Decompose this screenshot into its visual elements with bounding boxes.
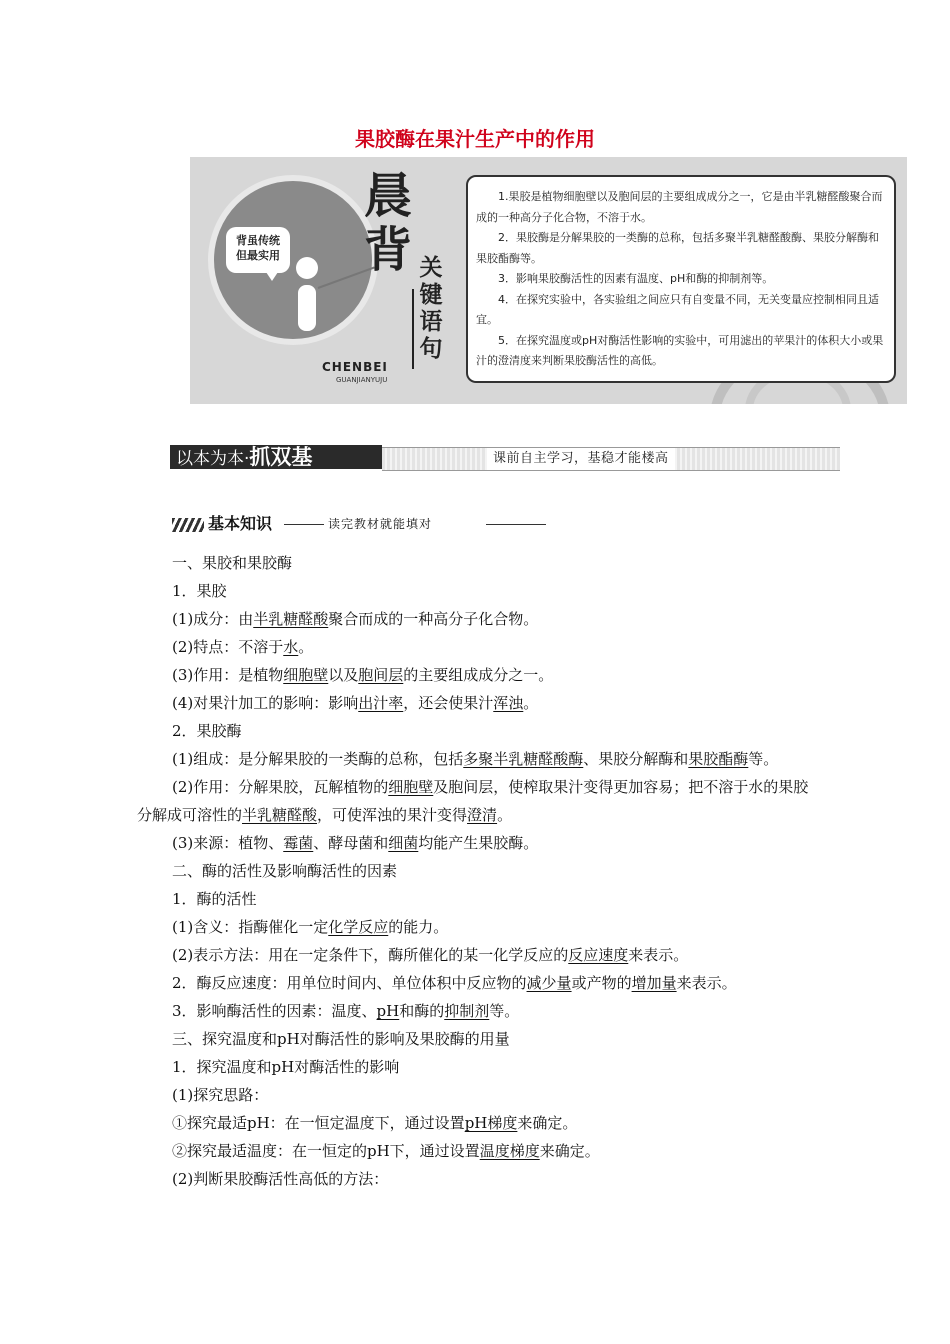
content-line <box>137 829 817 857</box>
key-sentences-banner <box>190 157 907 404</box>
section-header-title <box>176 445 312 471</box>
basic-knowledge-title: 基本知识 <box>208 514 273 533</box>
key-sentence: 1.果胶是植物细胞壁以及胞间层的主要组成成分之一，它是由半乳糖醛酸聚合而成的一种高分子化合物，不溶于水。 <box>476 190 883 224</box>
speech-bubble <box>226 227 290 273</box>
content-text: (2)判断果胶酶活性高低的方法： <box>172 1170 389 1188</box>
fill-in-answer: 温度梯度 <box>479 1142 540 1160</box>
content-text: (4)对果汁加工的影响：影响 <box>172 694 359 712</box>
big-char-chen: 晨 <box>364 168 413 224</box>
section-header-bar <box>170 443 840 471</box>
content-text: 。 <box>497 806 513 824</box>
content-text: 。 <box>298 638 314 656</box>
fill-in-answer: 出汁率 <box>358 694 404 712</box>
section-title-a: 以本为本· <box>176 449 250 469</box>
basic-knowledge-subtitle: 读完教材就能填对 <box>328 517 433 531</box>
content-text: 三、探究温度和pH对酶活性的影响及果胶酶的用量 <box>172 1030 510 1048</box>
content-text: 二、酶的活性及影响酶活性的因素 <box>172 862 398 880</box>
content-text: 1．探究温度和pH对酶活性的影响 <box>172 1058 400 1076</box>
content-line <box>137 633 817 661</box>
content-line <box>137 661 817 689</box>
section-title-b: 抓双基 <box>249 445 313 469</box>
content-text: 聚合而成的一种高分子化合物。 <box>328 610 539 628</box>
content-text: ，还会使果汁 <box>403 694 494 712</box>
person-body-icon <box>298 285 316 331</box>
content-line <box>137 857 817 885</box>
fill-in-answer: 增加量 <box>631 974 677 992</box>
content-text: 以及 <box>328 666 359 684</box>
content-line <box>137 1109 817 1137</box>
vertical-divider <box>412 289 414 369</box>
section-header-slogan: 课前自主学习，基稳才能楼高 <box>487 448 675 470</box>
heading-rule <box>486 524 546 525</box>
content-line <box>137 1025 817 1053</box>
content-text: 均能产生果胶酶。 <box>418 834 539 852</box>
content-text: 等。 <box>489 1002 520 1020</box>
key-sentence: 2．果胶酶是分解果胶的一类酶的总称，包括多聚半乳糖醛酸酶、果胶分解酶和果胶酯酶等。 <box>476 231 879 265</box>
content-text: (2)表示方法：用在一定条件下，酶所催化的某一化学反应的 <box>172 946 569 964</box>
content-text: (1)成分：由 <box>172 610 254 628</box>
content-text: 来确定。 <box>517 1114 578 1132</box>
fill-in-answer: 霉菌 <box>283 834 314 852</box>
content-line <box>137 773 817 829</box>
vertical-char: 语 <box>419 309 443 335</box>
fill-in-answer: 细胞壁 <box>388 778 434 796</box>
content-line <box>137 717 817 745</box>
fill-in-answer: 细菌 <box>388 834 419 852</box>
section-header-dark <box>170 445 382 469</box>
key-sentences-box <box>466 175 896 383</box>
content-line <box>137 605 817 633</box>
bubble-line-1: 背虽传统 <box>236 234 280 247</box>
content-text: (2)作用：分解果胶，瓦解植物的 <box>172 778 389 796</box>
vertical-char: 句 <box>419 336 443 362</box>
content-text: 及胞间层，使榨取果汁变得更加容易；把不溶于水的果胶分解成可溶性的 <box>137 778 809 824</box>
content-line <box>137 969 817 997</box>
fill-in-answer: 多聚半乳糖醛酸酶 <box>463 750 584 768</box>
big-char-bei: 背 <box>364 222 413 278</box>
content-text: 、酵母菌和 <box>313 834 389 852</box>
person-head-icon <box>296 257 318 279</box>
key-sentence: 5．在探究温度或pH对酶活性影响的实验中，可用滤出的苹果汁的体积大小或果汁的澄清度来判断果胶酶活性的高低。 <box>476 333 884 367</box>
section-header-light <box>382 447 840 471</box>
fill-in-answer: 浑浊 <box>493 694 524 712</box>
bubble-line-2: 但最实用 <box>236 249 280 262</box>
content-line <box>137 689 817 717</box>
content-text: 或产物的 <box>571 974 632 992</box>
fill-in-answer: 澄清 <box>467 806 498 824</box>
basic-knowledge-heading <box>172 512 552 538</box>
fill-in-answer: 水 <box>283 638 299 656</box>
brand-subtext: GUANJIANYUJU <box>336 376 388 384</box>
fill-in-answer: pH梯度 <box>464 1114 518 1132</box>
content-text: 一、果胶和果胶酶 <box>172 554 293 572</box>
content-text: 、果胶分解酶和 <box>583 750 689 768</box>
vertical-char: 关 <box>419 255 443 281</box>
fill-in-answer: 减少量 <box>526 974 572 992</box>
vertical-char: 键 <box>419 282 443 308</box>
fill-in-answer: 抑制剂 <box>444 1002 490 1020</box>
content-text: (1)组成：是分解果胶的一类酶的总称，包括 <box>172 750 464 768</box>
content-line <box>137 1053 817 1081</box>
content-line <box>137 577 817 605</box>
fill-in-answer: 反应速度 <box>568 946 629 964</box>
content-text: 和酶的 <box>399 1002 445 1020</box>
key-sentence: 3．影响果胶酶活性的因素有温度、pH和酶的抑制剂等。 <box>498 272 774 285</box>
content-text: 等。 <box>748 750 779 768</box>
fill-in-answer: 细胞壁 <box>283 666 329 684</box>
content-line <box>137 745 817 773</box>
content-text: 来表示。 <box>676 974 737 992</box>
key-sentence: 4．在探究实验中，各实验组之间应只有自变量不同，无关变量应控制相同且适宜。 <box>476 292 879 326</box>
fill-in-answer: 化学反应 <box>328 918 389 936</box>
brand-text: CHENBEI <box>322 360 388 374</box>
knowledge-content <box>137 549 817 1193</box>
content-text: (3)来源：植物、 <box>172 834 284 852</box>
fill-in-answer: 半乳糖醛酸 <box>242 806 318 824</box>
content-text: 3．影响酶活性的因素：温度、 <box>172 1002 377 1020</box>
content-text: 的能力。 <box>388 918 449 936</box>
content-text: 。 <box>523 694 539 712</box>
content-text: 2．酶反应速度：用单位时间内、单位体积中反应物的 <box>172 974 527 992</box>
heading-rule <box>284 524 324 525</box>
content-text: 1．果胶 <box>172 582 227 600</box>
fill-in-answer: pH <box>376 1002 400 1020</box>
content-text: 来确定。 <box>539 1142 600 1160</box>
content-text: (2)特点：不溶于 <box>172 638 284 656</box>
fill-in-answer: 胞间层 <box>358 666 404 684</box>
vertical-heading <box>418 255 444 363</box>
content-text: 1．酶的活性 <box>172 890 257 908</box>
content-text: (1)探究思路： <box>172 1086 269 1104</box>
content-text: 2．果胶酶 <box>172 722 242 740</box>
content-line <box>137 885 817 913</box>
content-line <box>137 1165 817 1193</box>
content-line <box>137 1137 817 1165</box>
content-text: 来表示。 <box>628 946 689 964</box>
page-title: 果胶酶在果汁生产中的作用 <box>355 127 595 151</box>
content-line <box>137 913 817 941</box>
content-text: ②探究最适温度：在一恒定的pH下，通过设置 <box>172 1142 480 1160</box>
content-line <box>137 941 817 969</box>
content-text: (3)作用：是植物 <box>172 666 284 684</box>
content-line <box>137 549 817 577</box>
fill-in-answer: 果胶酯酶 <box>688 750 749 768</box>
content-text: (1)含义：指酶催化一定 <box>172 918 329 936</box>
content-text: 的主要组成成分之一。 <box>403 666 554 684</box>
content-text: ①探究最适pH：在一恒定温度下，通过设置 <box>172 1114 465 1132</box>
content-line <box>137 997 817 1025</box>
content-line <box>137 1081 817 1109</box>
fill-in-answer: 半乳糖醛酸 <box>253 610 329 628</box>
content-text: ，可使浑浊的果汁变得 <box>317 806 468 824</box>
stripes-icon <box>172 518 204 532</box>
